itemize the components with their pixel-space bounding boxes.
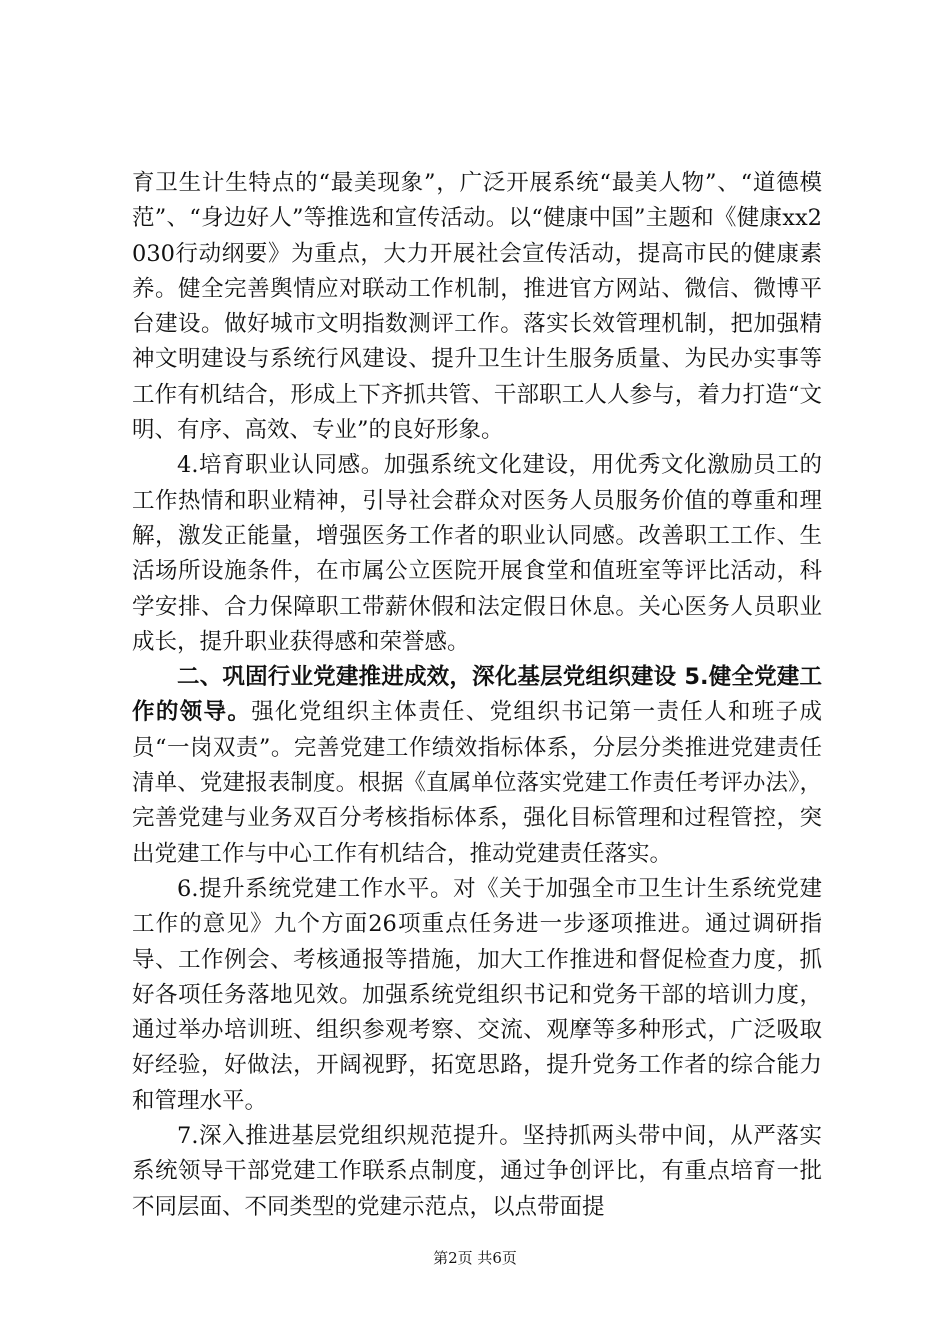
paragraph-item-7: 7.深入推进基层党组织规范提升。坚持抓两头带中间，从严落实系统领导干部党建工作联系点制度，通过争创评比，有重点培育一批不同层面、不同类型的党建示范点，以点带面提 <box>132 1123 822 1220</box>
section-heading: 二、巩固行业党建推进成效，深化基层党组织建设 5.健全党建工作的领导。 <box>132 664 822 726</box>
paragraph-item-6: 6.提升系统党建工作水平。对《关于加强全市卫生计生系统党建工作的意见》九个方面26项重点任务进一步逐项推进。通过调研指导、工作例会、考核通报等措施，加大工作推进和督促检查力度，抓好各项任务落地见效。加强系统党组织书记和党务干部的培训力度，通过举办培训班、组织参观考察、交流、观摩等多种形式，广泛吸取好经验，好做法，开阔视野，拓宽思路，提升党务工作者的综合能力和管理水平。 <box>132 875 822 1114</box>
document-body <box>132 166 822 1225</box>
paragraph-item-4: 4.培育职业认同感。加强系统文化建设，用优秀文化激励员工的工作热情和职业精神，引导社会群众对医务人员服务价值的尊重和理解，激发正能量，增强医务工作者的职业认同感。改善职工工作、生活场所设施条件，在市属公立医院开展食堂和值班室等评比活动，科学安排、合力保障职工带薪休假和法定假日休息。关心医务人员职业成长，提升职业获得感和荣誉感。 <box>132 452 822 655</box>
section-heading-body: 强化党组织主体责任、党组织书记第一责任人和班子成员“一岗双责”。完善党建工作绩效指标体系，分层分类推进党建责任清单、党建报表制度。根据《直属单位落实党建工作责任考评办法》，完善党建与业务双百分考核指标体系，强化目标管理和过程管控，突出党建工作与中心工作有机结合，推动党建责任落实。 <box>132 699 822 867</box>
page-number-footer: 第2页 共6页 <box>433 1249 517 1267</box>
paragraph-section-2 <box>132 660 822 872</box>
paragraph-continuation: 育卫生计生特点的“最美现象”，广泛开展系统“最美人物”、“道德模范”、“身边好人”等推选和宣传活动。以“健康中国”主题和《健康xx2030行动纲要》为重点，大力开展社会宣传活动，提高市民的健康素养。健全完善舆情应对联动工作机制，推进官方网站、微信、微博平台建设。做好城市文明指数测评工作。落实长效管理机制，把加强精神文明建设与系统行风建设、提升卫生计生服务质量、为民办实事等工作有机结合，形成上下齐抓共管、干部职工人人参与，着力打造“文明、有序、高效、专业”的良好形象。 <box>132 170 822 444</box>
